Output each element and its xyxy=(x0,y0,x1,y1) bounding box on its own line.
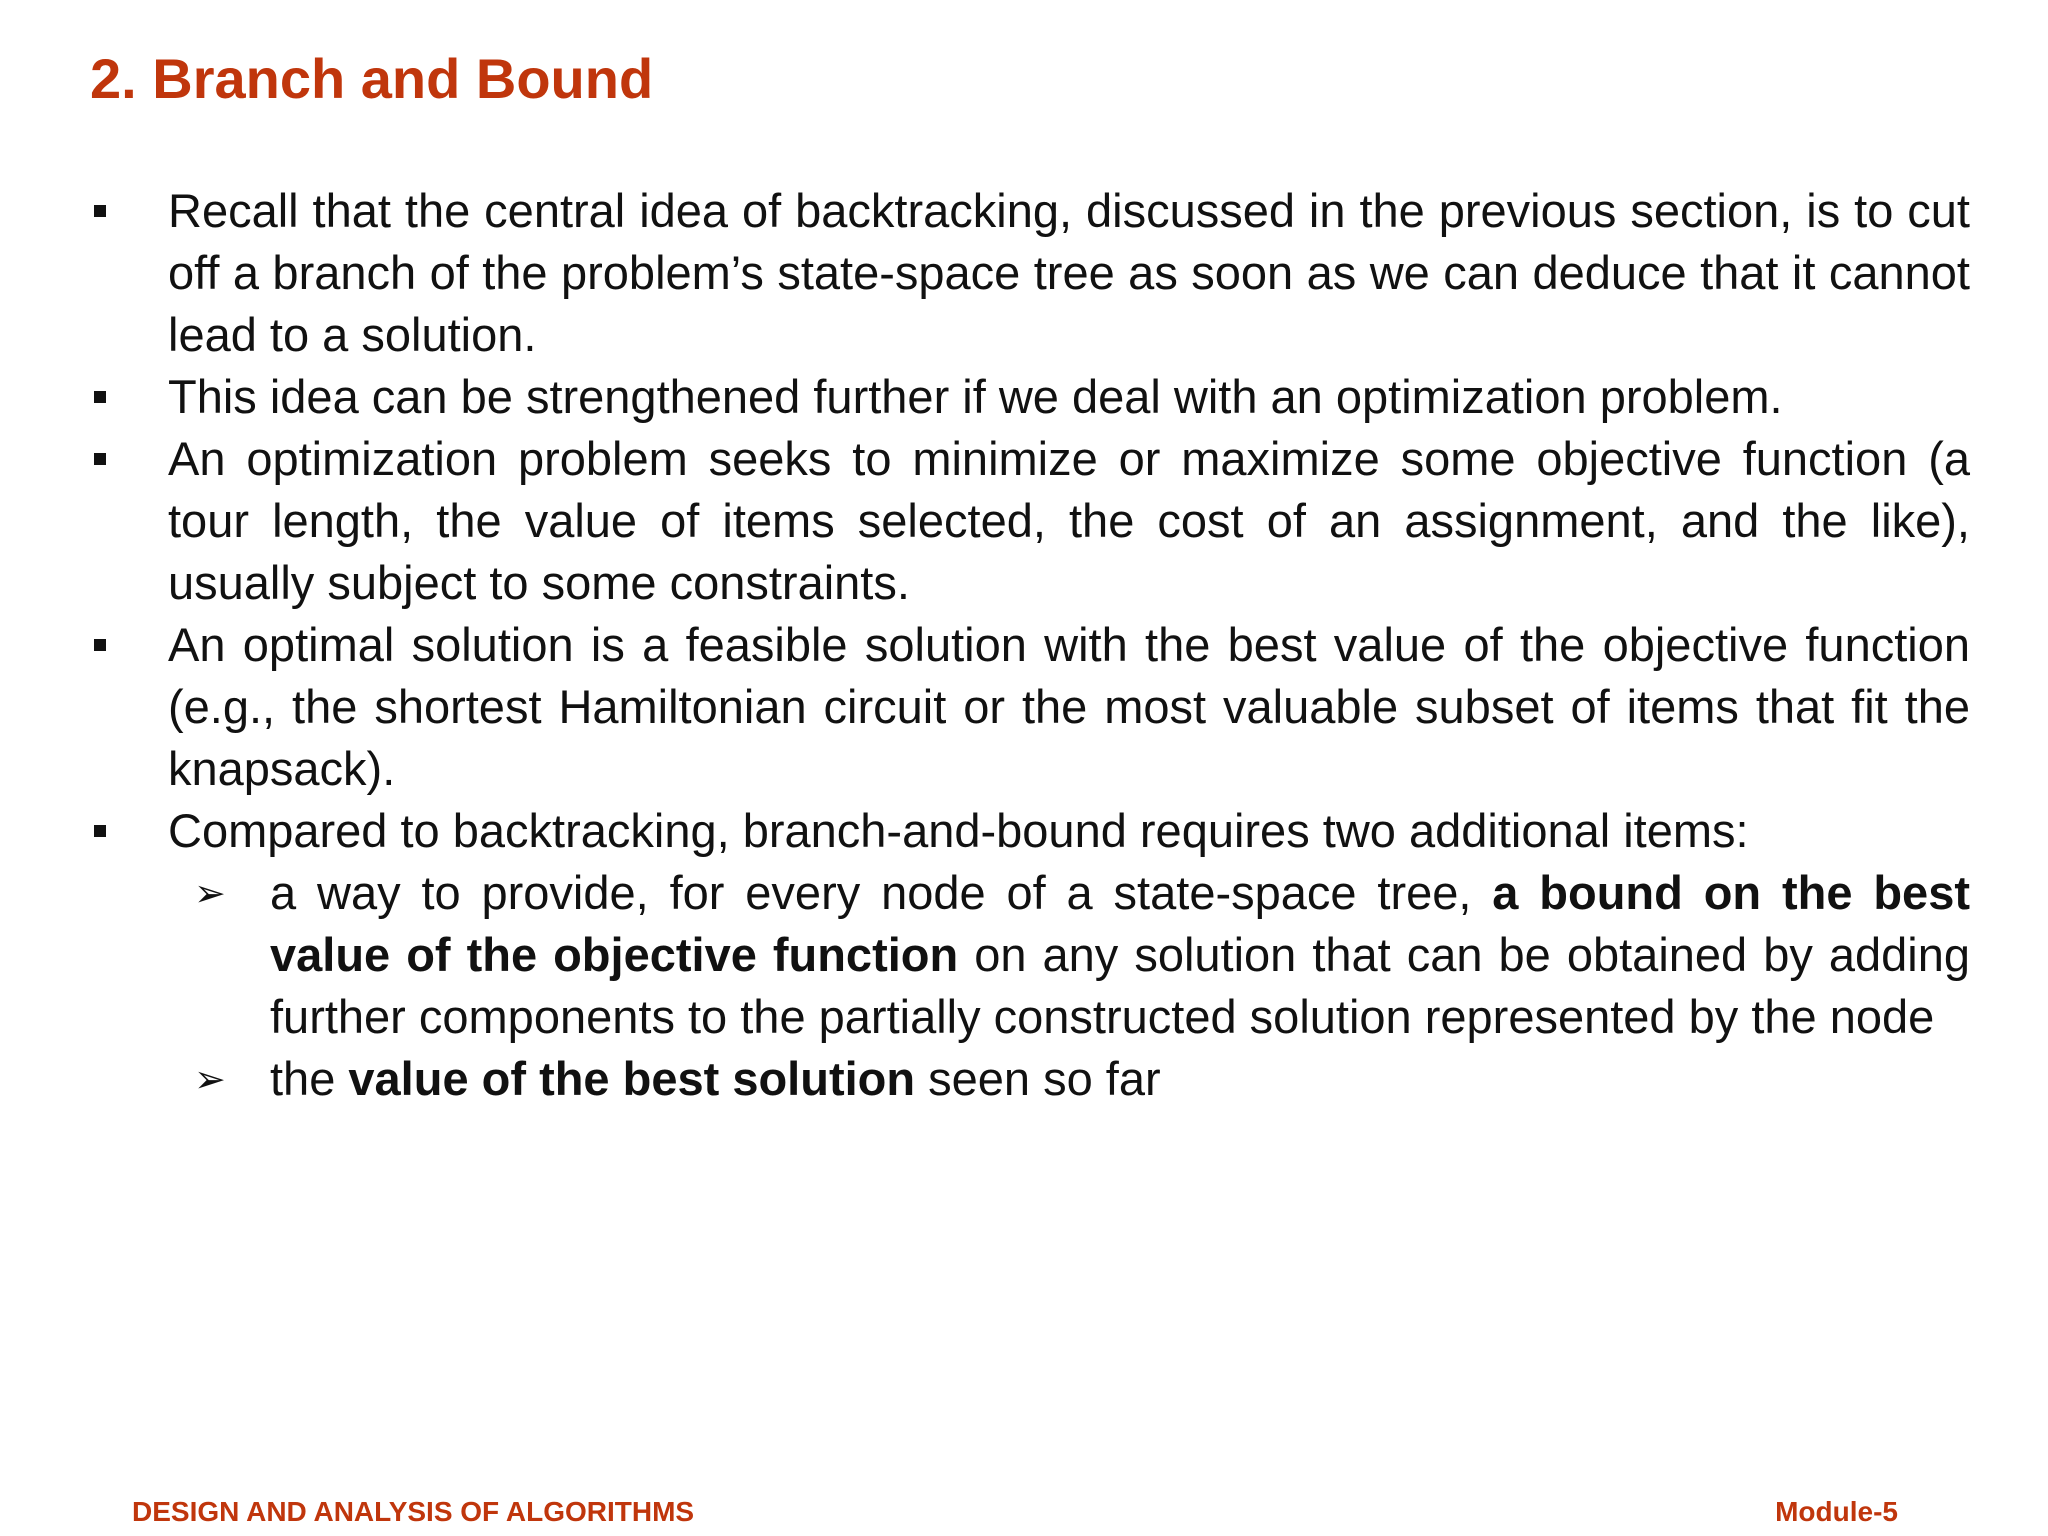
sub-bullet-bold-text: value of the best solution xyxy=(348,1052,916,1105)
bullet-text: This idea can be strengthened further if we deal with an optimization problem. xyxy=(168,370,1783,423)
bullet-item xyxy=(90,428,1970,614)
arrow-bullet-icon: ➢ xyxy=(194,871,226,915)
sub-bullet-list xyxy=(194,862,1970,1110)
bullet-list xyxy=(90,180,1970,1110)
square-bullet-icon xyxy=(94,391,106,403)
sub-bullet-text: the xyxy=(270,1052,349,1105)
slide-title: 2. Branch and Bound xyxy=(90,47,654,110)
square-bullet-icon xyxy=(94,453,106,465)
bullet-text: An optimization problem seeks to minimize or maximize some objective function (a tour length, the value of items selected, the cost of an assignment, and the like), usually subject to some constraints. xyxy=(168,432,1970,609)
sub-bullet-item xyxy=(194,862,1970,1048)
sub-bullet-text: on any solution that can be obtained by adding further components to the partially constructed solution represented by the node xyxy=(270,928,1970,1043)
sub-bullet-text: seen so far xyxy=(915,1052,1161,1105)
bullet-text: Recall that the central idea of backtracking, discussed in the previous section, is to cut off a branch of the problem’s state-space tree as soon as we can deduce that it cannot lead to a solution. xyxy=(168,184,1970,361)
square-bullet-icon xyxy=(94,825,106,837)
bullet-item xyxy=(90,800,1970,862)
footer-module-label: Module-5 xyxy=(1775,1496,1898,1527)
square-bullet-icon xyxy=(94,639,106,651)
footer-course-title: DESIGN AND ANALYSIS OF ALGORITHMS xyxy=(132,1496,695,1527)
bullet-item xyxy=(90,366,1970,428)
arrow-bullet-icon: ➢ xyxy=(194,1057,226,1101)
sub-bullet-item xyxy=(194,1048,1970,1110)
sub-bullet-text: a way to provide, for every node of a state-space tree, xyxy=(270,866,1493,919)
bullet-item xyxy=(90,614,1970,800)
bullet-text: An optimal solution is a feasible solution with the best value of the objective function (e.g., the shortest Hamiltonian circuit or the most valuable subset of items that fit the knapsack). xyxy=(168,618,1970,795)
sub-bullet-bold-text: a bound on the best value of the objective function xyxy=(270,866,1970,981)
bullet-item xyxy=(90,180,1970,366)
bullet-text: Compared to backtracking, branch-and-bound requires two additional items: xyxy=(168,804,1749,857)
square-bullet-icon xyxy=(94,205,106,217)
